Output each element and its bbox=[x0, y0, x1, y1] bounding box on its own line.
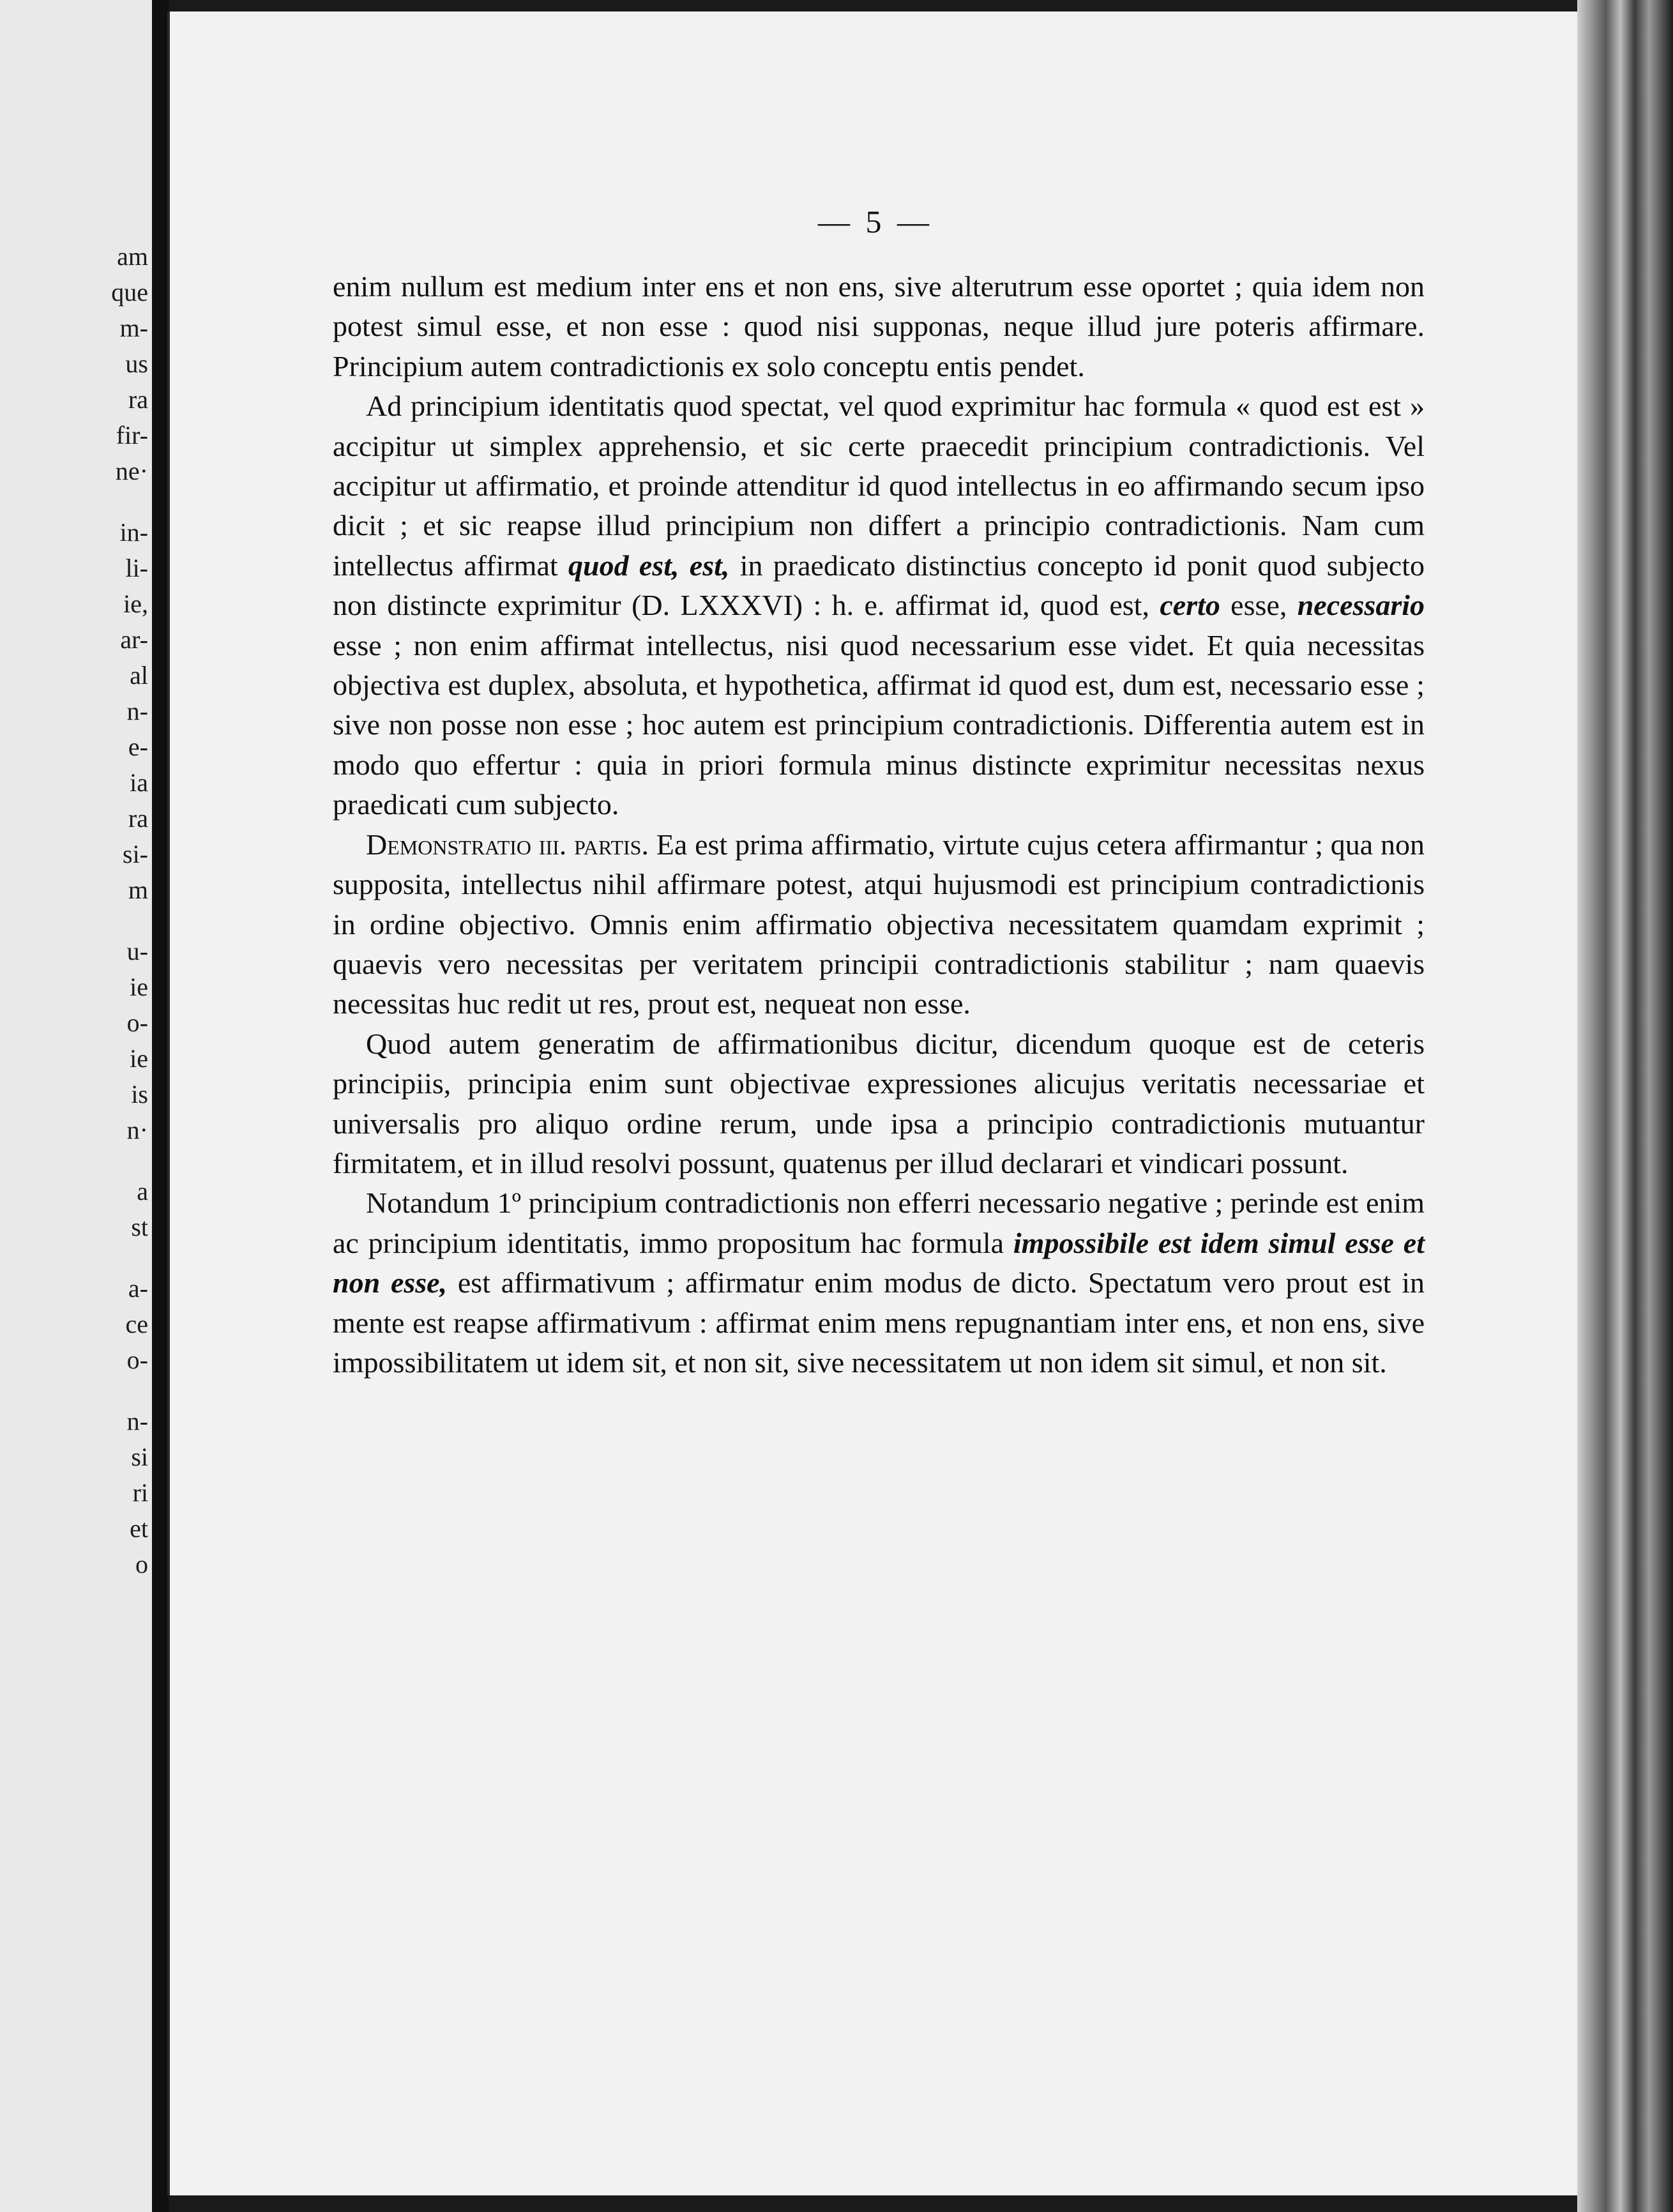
text-run: Ea est prima affirmatio, virtute cujus cetera affirmantur ; qua non supposita, intellectus nihil affirmare potest, atqui hujusmodi est principium contradictionis in ordine objectivo. Omnis enim affirmatio objectiva necessitatem quamdam exprimit ; quaevis vero necessitas per veritatem principii contradictionis stabilitur ; nam quaevis necessitas huc redit ut res, prout est, nequeat non esse. bbox=[333, 828, 1425, 1020]
left-page-fragment: is bbox=[131, 1080, 148, 1109]
left-page-fragment: al bbox=[130, 661, 148, 690]
page-number: — 5 — bbox=[818, 204, 933, 239]
left-page-fragment: ia bbox=[130, 768, 148, 797]
page-body-text bbox=[333, 267, 1425, 1382]
left-page-fragment: ra bbox=[128, 385, 148, 414]
text-run: Notandum 1º principium contradictionis non efferri necessario negative ; perinde est enim ac principium identitatis, immo propositum hac formula bbox=[333, 1186, 1425, 1259]
left-page-fragment: ie bbox=[130, 1044, 148, 1073]
left-page-fragment: ce bbox=[125, 1310, 148, 1338]
text-run: est affirmativum ; affirmatur enim modus de dicto. Spectatum vero prout est in mente est reapse affirmativum : affirmat enim mens repugnantiam inter ens, et non ens, sive impossibilitatem ut idem sit, et non sit, sive necessitatem ut non idem sit simul, et non sit. bbox=[333, 1266, 1425, 1379]
paragraph bbox=[333, 1024, 1425, 1184]
left-page-fragment: us bbox=[125, 349, 148, 378]
left-page-fragment: et bbox=[130, 1514, 148, 1543]
left-page-fragment: que bbox=[111, 278, 148, 307]
text-run: in praedicato distinctius concepto id ponit quod subjecto non distincte exprimitur (D. LXXXVI) : h. e. affirmat id, quod est, bbox=[333, 549, 1425, 622]
left-page-fragment: n- bbox=[126, 697, 148, 725]
paragraph bbox=[333, 825, 1425, 1024]
left-page-fragment: m bbox=[128, 875, 148, 904]
left-page-fragment: o- bbox=[126, 1008, 148, 1037]
text-run: Ad principium identitatis quod spectat, vel quod exprimitur hac formula « quod est est » accipitur ut simplex apprehensio, et sic certe praecedit principium contradictionis. Vel accipitur ut affirmatio, et proinde attenditur id quod intellectus in eo affirmando secum ipso dicit ; et sic reapse illud principium non differt a principio contradictionis. Nam cum intellectus affirmat bbox=[333, 390, 1425, 582]
italic-phrase: quod est, est, bbox=[568, 549, 730, 582]
left-page-fragment: si bbox=[131, 1443, 148, 1471]
left-page-fragment: ar- bbox=[120, 625, 148, 654]
left-page-fragment: ie, bbox=[123, 589, 148, 618]
page-edges bbox=[1577, 0, 1673, 2212]
left-page-fragment: li- bbox=[125, 554, 148, 582]
left-page-fragment: n- bbox=[126, 1407, 148, 1436]
paragraph bbox=[333, 267, 1425, 386]
left-page-fragment: a- bbox=[128, 1274, 148, 1303]
left-page-fragment: si- bbox=[123, 840, 148, 868]
text-run: esse ; non enim affirmat intellectus, nisi quod necessarium esse videt. Et quia necessitas objectiva est duplex, absoluta, et hypothetica, affirmat id quod est, dum est, necessario esse ; sive non posse non esse ; hoc autem est principium contradictionis. Differentia autem est in modo quo effertur : quia in priori formula minus distincte exprimitur necessitas nexus praedicati cum subjecto. bbox=[333, 628, 1425, 821]
left-page-fragment: ri bbox=[132, 1478, 148, 1507]
italic-phrase: necessario bbox=[1297, 589, 1425, 622]
text-run: esse, bbox=[1220, 589, 1298, 622]
left-page-fragment: a bbox=[137, 1177, 148, 1206]
left-page-fragment: st bbox=[131, 1213, 148, 1241]
left-page-fragment: am bbox=[117, 242, 148, 271]
left-page-fragment: in- bbox=[119, 518, 148, 547]
left-page-fragment: o bbox=[135, 1550, 148, 1579]
book-page bbox=[167, 11, 1581, 2195]
book-gutter bbox=[152, 0, 169, 2212]
italic-phrase: certo bbox=[1160, 589, 1220, 622]
left-page-fragment: e- bbox=[128, 732, 148, 761]
text-run: enim nullum est medium inter ens et non ens, sive alterutrum esse oportet ; quia idem non potest simul esse, et non esse : quod nisi supponas, neque illud jure poteris affirmare. Principium autem contradictionis ex solo conceptu entis pendet. bbox=[333, 270, 1425, 383]
left-page-fragment: m- bbox=[119, 314, 148, 342]
left-page-fragment: ra bbox=[128, 804, 148, 833]
left-page-fragment: u- bbox=[126, 937, 148, 966]
left-page-fragment: n· bbox=[126, 1116, 148, 1144]
left-page-fragment: fir- bbox=[116, 421, 148, 450]
text-run: Quod autem generatim de affirmationibus dicitur, dicendum quoque est de ceteris principiis, principia enim sunt objectivae expressiones alicujus veritatis necessariae et universalis pro aliquo ordine rerum, unde ipsa a principio contradictionis mutuantur firmitatem, et in illud resolvi possunt, quatenus per illud declarari et vindicari possunt. bbox=[333, 1027, 1425, 1179]
italic-phrase: impossibile est idem simul esse et non esse, bbox=[333, 1226, 1425, 1299]
paragraph bbox=[333, 1183, 1425, 1382]
small-caps-heading: Demonstratio iii. partis. bbox=[366, 828, 649, 861]
left-page-fragment: o- bbox=[126, 1345, 148, 1374]
left-page-fragment: ie bbox=[130, 973, 148, 1001]
paragraph bbox=[333, 386, 1425, 824]
left-page-fragment: ne· bbox=[115, 457, 148, 485]
left-facing-page bbox=[0, 0, 156, 2212]
